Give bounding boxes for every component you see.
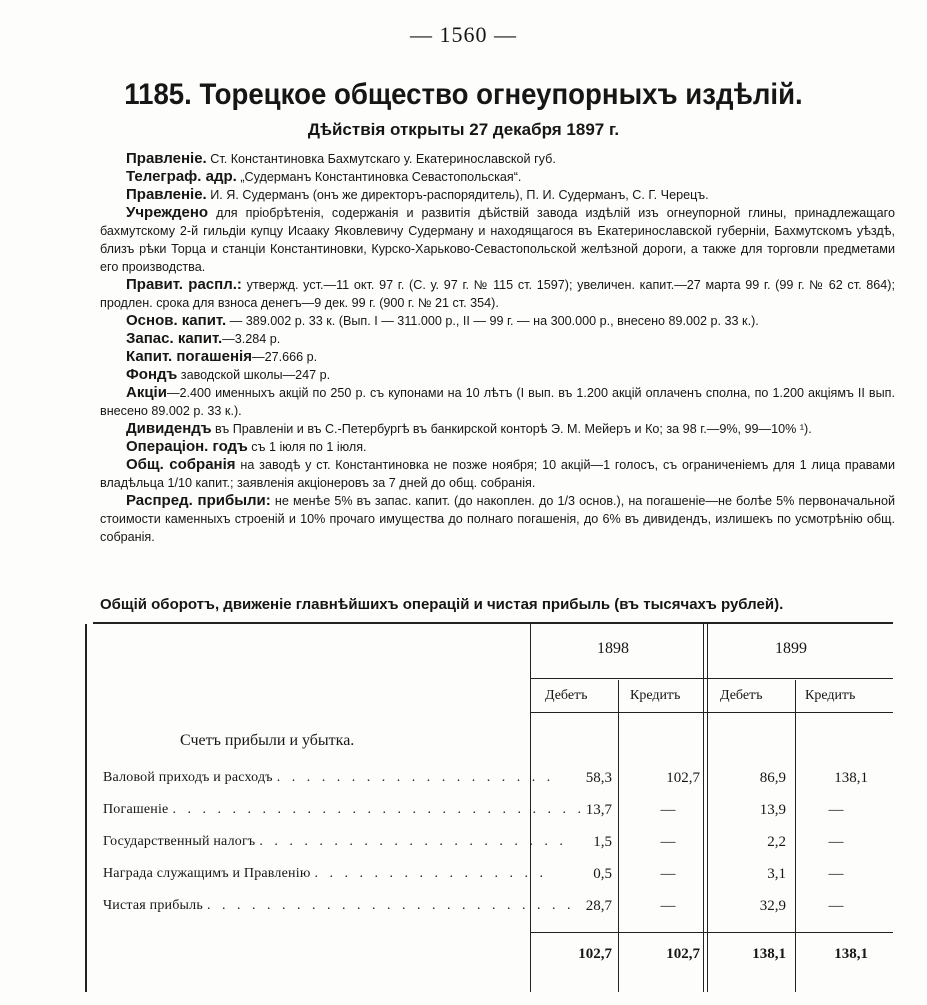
detail-label: Запас. капит. (126, 330, 223, 347)
row-label-text: Погашеніе (103, 802, 169, 817)
company-subtitle: Дѣйствія открыты 27 декабря 1897 г. (307, 120, 620, 139)
dot-leader: . . . . . . . . . . . . . . . . (314, 866, 547, 881)
table-cell: — (828, 802, 844, 818)
table-cell: — (828, 898, 844, 914)
detail-text: Ст. Константиновка Бахмутскаго у. Екатеринославской губ. (206, 152, 556, 166)
table-cell: — (828, 866, 844, 882)
detail-paragraph (100, 186, 895, 204)
table-row-label (103, 802, 585, 818)
row-label-text: Награда служащимъ и Правленію (103, 866, 311, 881)
detail-text: не менѣе 5% въ запас. капит. (до накоплен. до 1/3 основ.), на погашеніе—не болѣе 5% первоначальной стоимости каменныхъ строеній и 10% прочаго имущества до полнаго погашенія, до 6% въ дивидендъ, излишекъ по усмотрѣнію общ. собранія. (100, 494, 895, 544)
col-header-credit-1898: Кредитъ (630, 688, 681, 703)
table-cell: — (660, 802, 676, 818)
detail-text: утвержд. уст.—11 окт. 97 г. (С. у. 97 г. № 115 ст. 1597); увеличен. капит.—27 марта 99 г. (99 г. № 62 ст. 864); продлен. срока для взноса денегъ—9 дек. 99 г. (900 г. № 21 ст. 354). (100, 278, 895, 310)
table-col-divider-4 (795, 680, 796, 992)
row-label-text: Чистая прибыль (103, 898, 203, 913)
table-left-border (85, 624, 87, 992)
detail-text: —27.666 р. (251, 350, 318, 364)
detail-label: Дивидендъ (126, 420, 212, 437)
detail-paragraph (100, 384, 895, 420)
detail-text: —2.400 именныхъ акцій по 250 р. съ купонами на 10 лѣтъ (I вып. въ 1.200 акцій оплаченъ сполна, по 1.200 акціямъ II вып. внесено 89.002 р. 33 к.). (100, 386, 895, 418)
detail-paragraph (100, 366, 895, 384)
table-year-rule (530, 678, 893, 679)
table-row-label (103, 770, 555, 786)
detail-label: Учреждено (126, 204, 209, 221)
dot-leader: . . . . . . . . . . . . . . . . . . . . . (259, 834, 567, 849)
table-cell: 1,5 (593, 834, 612, 850)
page-number: — 1560 — (410, 22, 517, 47)
detail-text: для пріобрѣтенія, содержанія и развитія дѣйствій завода издѣлій изъ огнеупорной глины, принадлежащаго бахмутскому 2-й гильдіи купцу Исааку Яковлевичу Судерману и находящагося въ Екатеринославской губерніи, Бахмутскомъ уѣздѣ, близъ рѣки Торца и станціи Константиновки, Курско-Харьково-Севастопольской желѣзной дороги, а также для торговли предметами его производства. (100, 206, 895, 274)
table-cell: — (660, 866, 676, 882)
table-cell: 58,3 (585, 770, 612, 786)
year-1899: 1899 (775, 640, 807, 657)
table-cell: 2,2 (767, 834, 786, 850)
table-total-cell: 138,1 (834, 946, 868, 962)
table-cell: — (828, 834, 844, 850)
dot-leader: . . . . . . . . . . . . . . . . . . . . . . . . . (206, 898, 575, 913)
table-cell: 13,9 (759, 802, 786, 818)
detail-label: Общ. собранія (126, 456, 236, 473)
company-details (100, 150, 895, 546)
detail-label: Правленіе. (126, 150, 207, 167)
detail-text: на заводѣ у ст. Константиновка не позже ноября; 10 акцій—1 голосъ, съ ограниченіемъ для 1 лица правами владѣльца 1/10 капит.; заявленія акціонеровъ за 7 дней до общ. собранія. (100, 458, 895, 490)
detail-paragraph (100, 150, 895, 168)
col-header-credit-1899: Кредитъ (805, 688, 856, 703)
col-header-debit-1898: Дебетъ (545, 688, 588, 703)
table-row-label (103, 834, 567, 850)
table-header-rule (530, 712, 893, 713)
table-year-divider-b (707, 624, 708, 992)
table-year-divider-a (703, 624, 704, 992)
detail-label: Фондъ (126, 366, 178, 383)
detail-paragraph (100, 276, 895, 312)
section-title: Счетъ прибыли и убытка. (180, 732, 355, 749)
row-label-text: Валовой приходъ и расходъ (103, 770, 273, 785)
detail-label: Акціи (126, 384, 167, 401)
table-cell: 138,1 (834, 770, 868, 786)
detail-label: Распред. прибыли: (126, 492, 271, 509)
table-row-label (103, 866, 547, 882)
table-cell: 0,5 (593, 866, 612, 882)
company-title: 1185. Торецкое общество огнеупорныхъ издѣлій. (124, 78, 803, 111)
detail-paragraph (100, 456, 895, 492)
table-cell: 13,7 (585, 802, 612, 818)
detail-text: съ 1 іюля по 1 іюля. (247, 440, 367, 454)
col-header-debit-1899: Дебетъ (720, 688, 763, 703)
table-cell: 102,7 (666, 770, 700, 786)
dot-leader: . . . . . . . . . . . . . . . . . . . . . . . . . . . . (172, 802, 585, 817)
year-1898: 1898 (597, 640, 629, 657)
table-cell: — (660, 834, 676, 850)
detail-paragraph (100, 168, 895, 186)
detail-text: И. Я. Судерманъ (онъ же директоръ-распорядитель), П. И. Судерманъ, С. Г. Черецъ. (206, 188, 709, 202)
detail-label: Правленіе. (126, 186, 207, 203)
table-totals-rule (530, 932, 893, 933)
table-total-cell: 138,1 (752, 946, 786, 962)
table-heading: Общій оборотъ, движеніе главнѣйшихъ операцій и чистая прибыль (въ тысячахъ рублей). (100, 596, 784, 613)
table-cell: 28,7 (585, 898, 612, 914)
table-cell: 32,9 (759, 898, 786, 914)
detail-paragraph (100, 492, 895, 546)
detail-text: въ Правленіи и въ С.-Петербургѣ въ банкирской конторѣ Э. М. Мейеръ и Ко; за 98 г.—9%, 99—10% ¹). (211, 422, 812, 436)
table-cell: 86,9 (759, 770, 786, 786)
detail-paragraph (100, 204, 895, 276)
detail-label: Капит. погашенія (126, 348, 252, 365)
row-label-text: Государственный налогъ (103, 834, 256, 849)
detail-label: Операціон. годъ (126, 438, 248, 455)
table-cell: 3,1 (767, 866, 786, 882)
table-total-cell: 102,7 (578, 946, 612, 962)
table-col-divider-2 (618, 680, 619, 992)
detail-label: Правит. распл.: (126, 276, 242, 293)
detail-paragraph (100, 438, 895, 456)
detail-text: —3.284 р. (222, 332, 281, 346)
detail-paragraph (100, 312, 895, 330)
table-top-rule (93, 622, 893, 624)
detail-label: Основ. капит. (126, 312, 227, 329)
detail-text: „Судерманъ Константиновка Севастопольская“. (236, 170, 522, 184)
detail-label: Телеграф. адр. (126, 168, 237, 185)
detail-paragraph (100, 348, 895, 366)
detail-paragraph (100, 420, 895, 438)
detail-paragraph (100, 330, 895, 348)
detail-text: заводской школы—247 р. (177, 368, 331, 382)
table-cell: — (660, 898, 676, 914)
dot-leader: . . . . . . . . . . . . . . . . . . . (276, 770, 555, 785)
detail-text: — 389.002 р. 33 к. (Вып. I — 311.000 р., II — 99 г. — на 300.000 р., внесено 89.002 р. 33 к.). (226, 314, 759, 328)
table-total-cell: 102,7 (666, 946, 700, 962)
table-row-label (103, 898, 575, 914)
